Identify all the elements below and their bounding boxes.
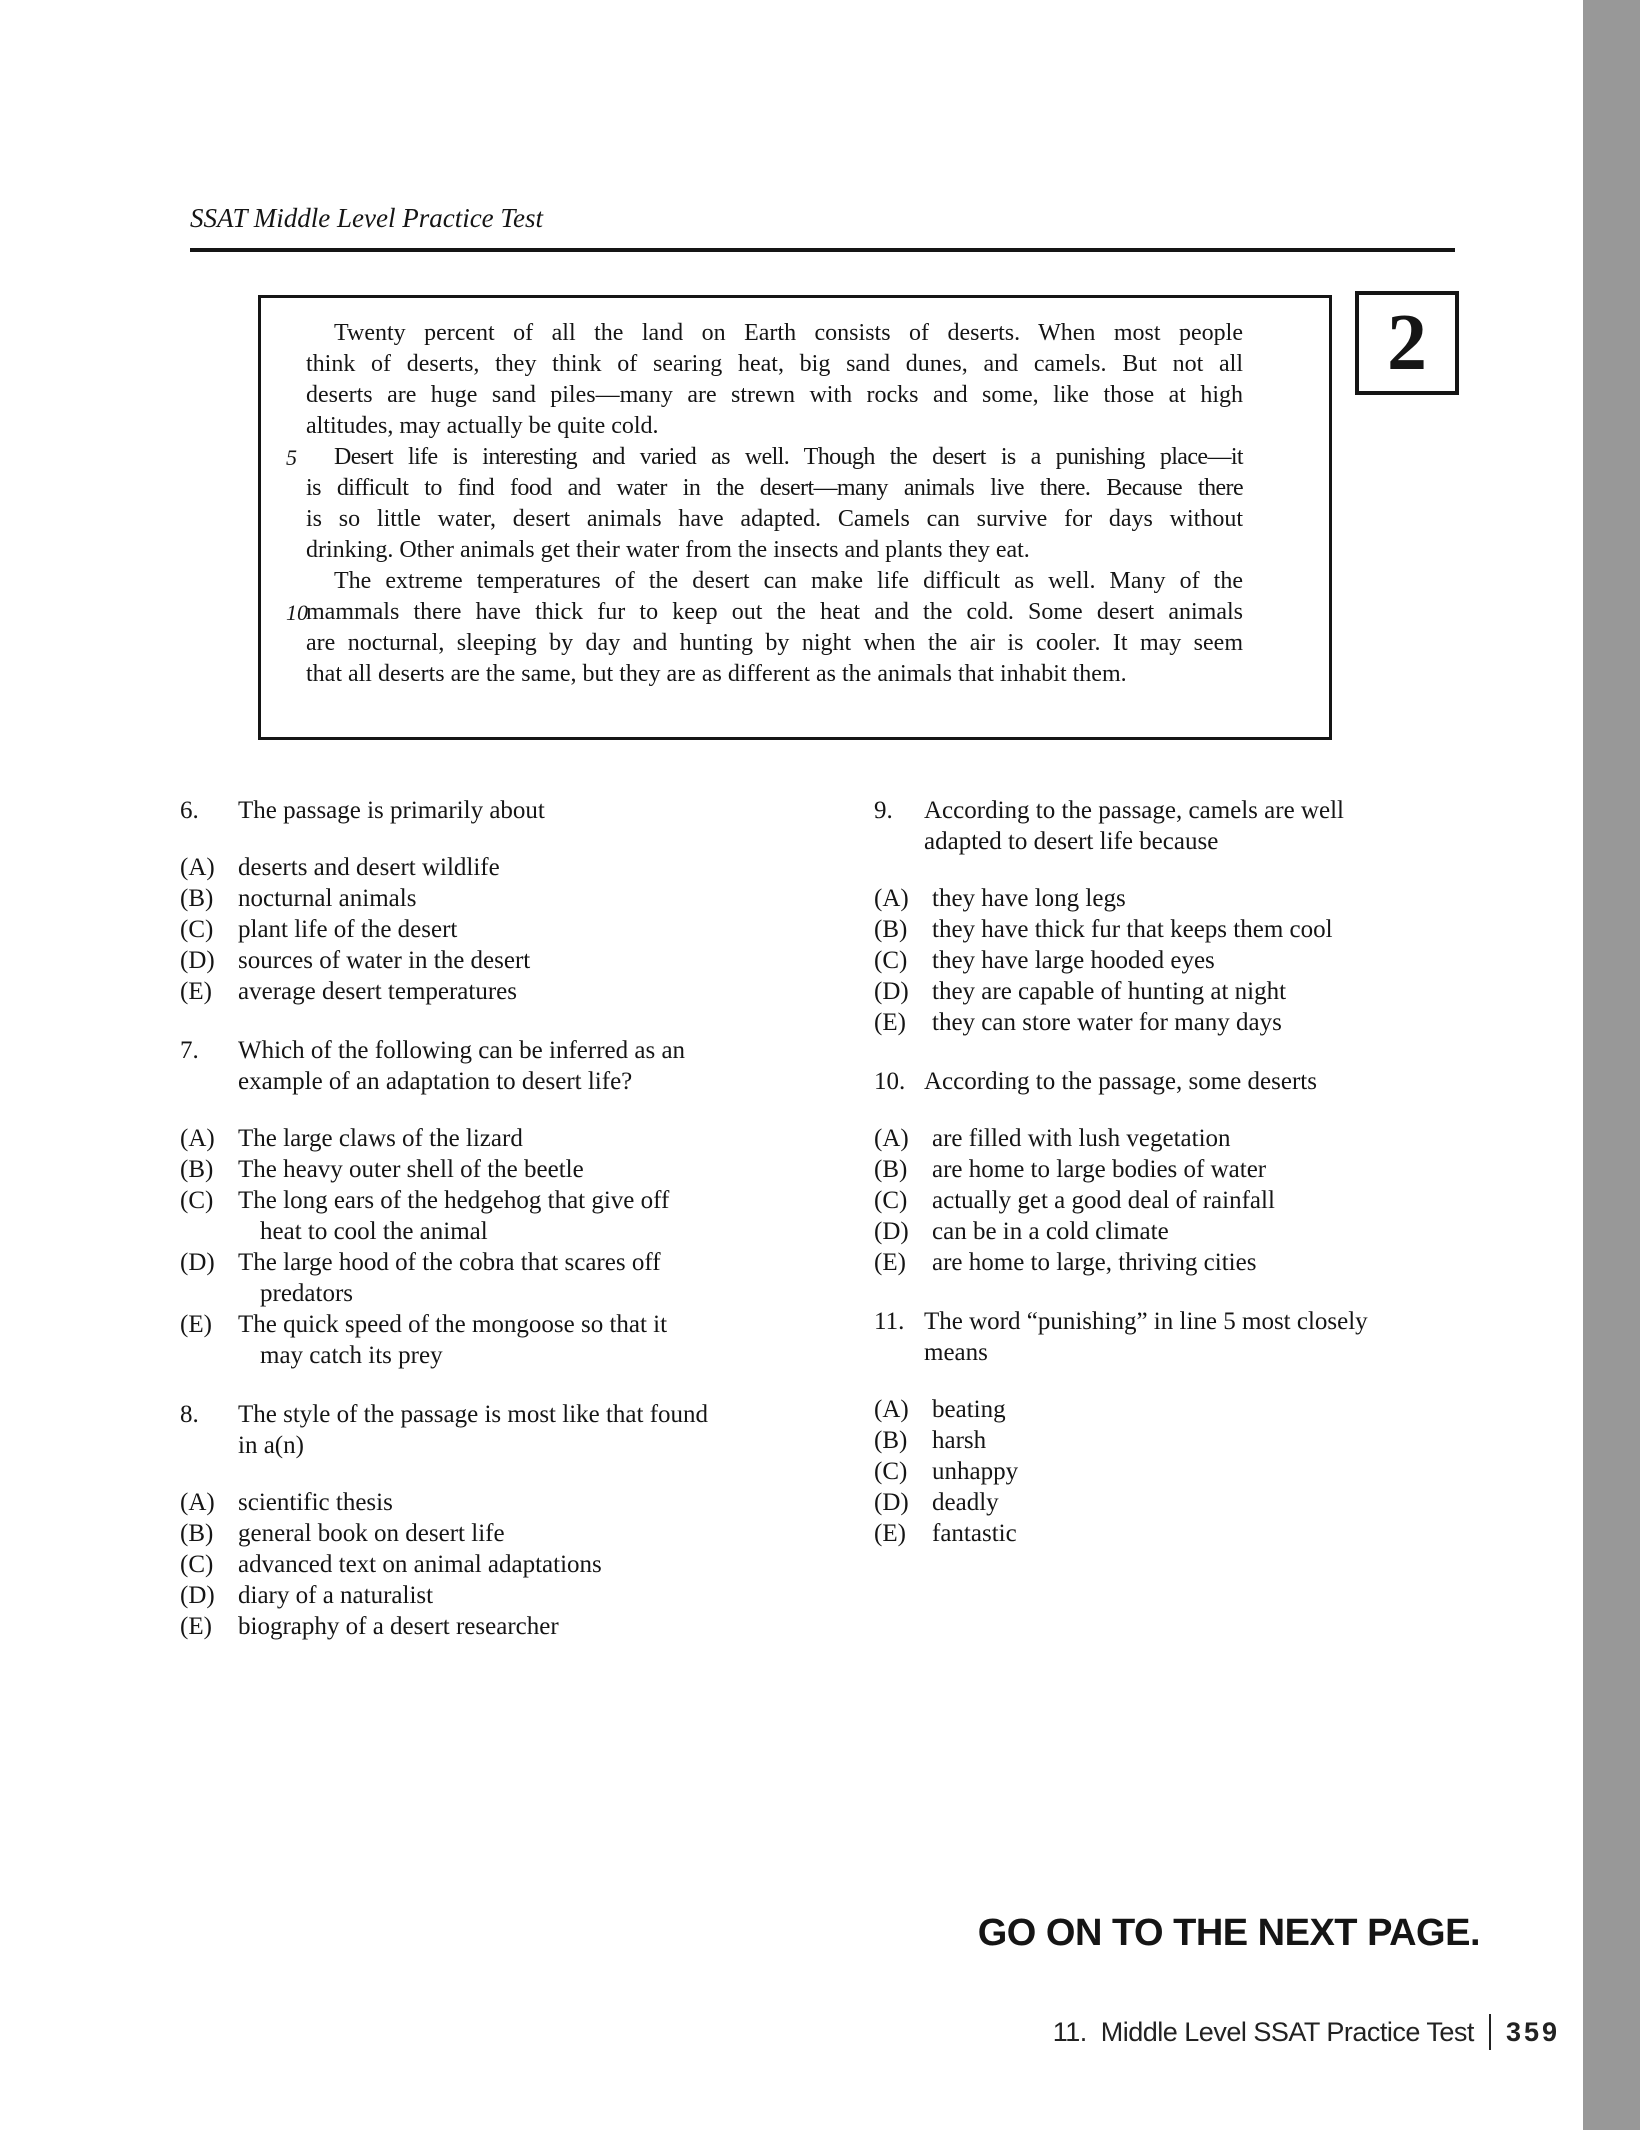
option-c: (C) advanced text on animal adaptations xyxy=(180,1551,602,1578)
passage-line: is difficult to find food and water in the desert—many animals live there. Because there xyxy=(306,475,1243,501)
passage-line: that all deserts are the same, but they are as different as the animals that inhabit them. xyxy=(306,661,1127,687)
option-c: (C) actually get a good deal of rainfall xyxy=(874,1187,1275,1214)
passage-line: are nocturnal, sleeping by day and hunting by night when the air is cooler. It may seem xyxy=(306,630,1243,656)
passage-line: think of deserts, they think of searing heat, big sand dunes, and camels. But not all xyxy=(306,351,1243,377)
option-b: (B) they have thick fur that keeps them cool xyxy=(874,916,1333,943)
page-edge-gray-bar xyxy=(1583,0,1640,2130)
footer-divider xyxy=(1489,2014,1491,2050)
option-d: (D) The large hood of the cobra that scares off predators xyxy=(180,1249,661,1307)
option-b: (B) general book on desert life xyxy=(180,1520,505,1547)
passage-line: deserts are huge sand piles—many are strewn with rocks and some, like those at high xyxy=(306,382,1243,408)
option-b: (B) The heavy outer shell of the beetle xyxy=(180,1156,584,1183)
answer-options xyxy=(874,883,1494,1038)
passage-line: The extreme temperatures of the desert can make life difficult as well. Many of the xyxy=(334,568,1243,594)
option-b: (B) are home to large bodies of water xyxy=(874,1156,1267,1183)
option-a: (A) they have long legs xyxy=(874,885,1126,912)
answer-options xyxy=(874,1394,1494,1549)
question-number: 11. xyxy=(874,1308,905,1335)
option-e: (E) The quick speed of the mongoose so that it may catch its prey xyxy=(180,1311,668,1369)
question-8 xyxy=(180,1399,825,1642)
option-e: (E) are home to large, thriving cities xyxy=(874,1249,1257,1276)
question-number: 7. xyxy=(180,1037,199,1064)
question-stem: The word “punishing” in line 5 most closely means xyxy=(924,1308,1368,1366)
option-a: (A) deserts and desert wildlife xyxy=(180,854,500,881)
option-a: (A) scientific thesis xyxy=(180,1489,393,1516)
passage-line: is so little water, desert animals have adapted. Camels can survive for days without xyxy=(306,506,1243,532)
option-a: (A) beating xyxy=(874,1396,1006,1423)
question-number: 6. xyxy=(180,797,199,824)
option-b: (B) nocturnal animals xyxy=(180,885,417,912)
option-e: (E) average desert temperatures xyxy=(180,978,518,1005)
question-stem: According to the passage, some deserts xyxy=(924,1068,1317,1095)
answer-options xyxy=(180,852,825,1007)
option-a: (A) are filled with lush vegetation xyxy=(874,1125,1231,1152)
question-number: 8. xyxy=(180,1401,199,1428)
line-number-10: 10 xyxy=(286,600,308,625)
header-rule xyxy=(190,248,1455,252)
option-e: (E) they can store water for many days xyxy=(874,1009,1282,1036)
answer-options xyxy=(180,1487,825,1642)
question-6 xyxy=(180,795,825,1007)
option-c: (C) they have large hooded eyes xyxy=(874,947,1215,974)
question-11 xyxy=(874,1306,1494,1549)
passage-line: 10 mammals there have thick fur to keep out the heat and the cold. Some desert animals xyxy=(306,597,1243,628)
page-number: 359 xyxy=(1505,2016,1560,2047)
answer-options xyxy=(180,1123,825,1371)
question-number: 10. xyxy=(874,1068,906,1095)
line-number-5: 5 xyxy=(286,445,297,470)
question-10 xyxy=(874,1066,1494,1278)
option-d: (D) can be in a cold climate xyxy=(874,1218,1169,1245)
question-9 xyxy=(874,795,1494,1038)
passage-line: altitudes, may actually be quite cold. xyxy=(306,413,659,439)
page-footer xyxy=(900,2014,1560,2050)
option-e: (E) fantastic xyxy=(874,1520,1017,1547)
section-number: 2 xyxy=(1387,299,1427,387)
passage-line: drinking. Other animals get their water from the insects and plants they eat. xyxy=(306,537,1030,563)
question-stem: According to the passage, camels are well adapted to desert life because xyxy=(924,797,1344,855)
passage-line: Twenty percent of all the land on Earth consists of deserts. When most people xyxy=(334,320,1243,346)
passage-line: 5 Desert life is interesting and varied as well. Though the desert is a punishing place—it xyxy=(306,442,1243,473)
question-7 xyxy=(180,1035,825,1371)
option-a: (A) The large claws of the lizard xyxy=(180,1125,523,1152)
question-stem: The style of the passage is most like that found in a(n) xyxy=(238,1401,709,1459)
answer-options xyxy=(874,1123,1494,1278)
option-d: (D) sources of water in the desert xyxy=(180,947,531,974)
option-c: (C) plant life of the desert xyxy=(180,916,458,943)
reading-passage xyxy=(258,295,1332,740)
question-stem: Which of the following can be inferred as an example of an adaptation to desert life? xyxy=(238,1037,686,1095)
questions-left-column xyxy=(180,795,825,1670)
option-d: (D) diary of a naturalist xyxy=(180,1582,434,1609)
questions-right-column xyxy=(874,795,1494,1577)
go-on-instruction: GO ON TO THE NEXT PAGE. xyxy=(977,1912,1480,1954)
option-b: (B) harsh xyxy=(874,1427,987,1454)
option-e: (E) biography of a desert researcher xyxy=(180,1613,559,1640)
running-head: SSAT Middle Level Practice Test xyxy=(190,203,543,233)
footer-chapter-label: 11. Middle Level SSAT Practice Test xyxy=(1052,2016,1474,2047)
option-d: (D) deadly xyxy=(874,1489,999,1516)
option-c: (C) unhappy xyxy=(874,1458,1019,1485)
question-stem: The passage is primarily about xyxy=(238,797,545,824)
question-number: 9. xyxy=(874,797,893,824)
section-number-box xyxy=(1355,291,1459,395)
option-d: (D) they are capable of hunting at night xyxy=(874,978,1287,1005)
option-c: (C) The long ears of the hedgehog that give off heat to cool the animal xyxy=(180,1187,670,1245)
